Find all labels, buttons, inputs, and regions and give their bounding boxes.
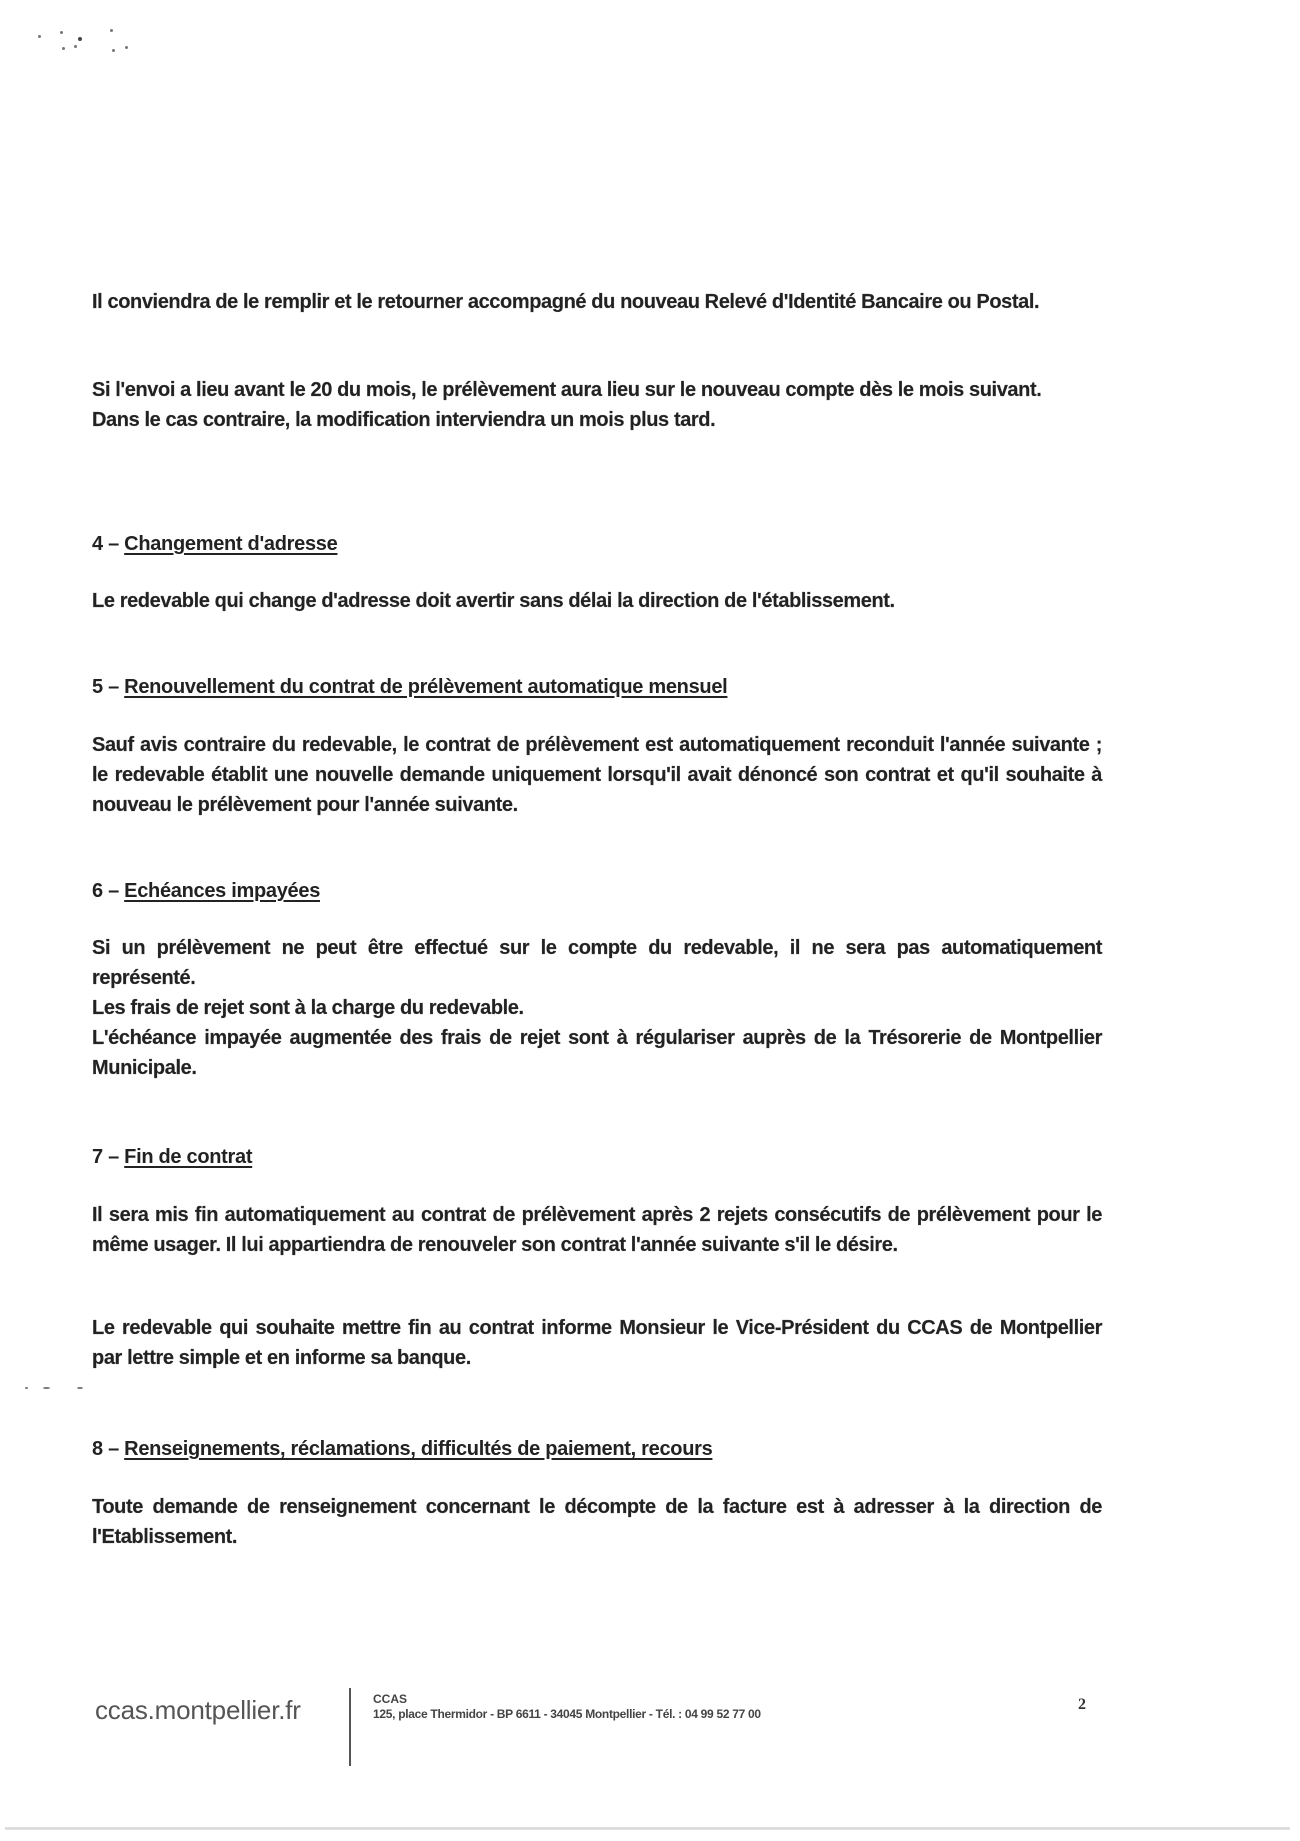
footer-divider xyxy=(349,1688,351,1766)
scan-specks xyxy=(30,25,140,60)
section-title: Renouvellement du contrat de prélèvement automatique mensuel xyxy=(124,676,728,698)
section-8-body xyxy=(92,1492,1102,1552)
scan-specks-margin xyxy=(25,1385,95,1391)
footer-address: 125, place Thermidor - BP 6611 - 34045 Montpellier - Tél. : 04 99 52 77 00 xyxy=(373,1707,761,1721)
paragraph: Le redevable qui change d'adresse doit avertir sans délai la direction de l'établissement. xyxy=(92,590,895,612)
section-6-body xyxy=(92,933,1102,1083)
page-number: 2 xyxy=(1078,1696,1086,1713)
intro-text-3: Dans le cas contraire, la modification interviendra un mois plus tard. xyxy=(92,409,716,431)
section-number: 4 – xyxy=(92,533,119,555)
section-7-body xyxy=(92,1200,1102,1260)
section-4-body xyxy=(92,586,1102,616)
intro-paragraph-2 xyxy=(92,375,1102,435)
section-6-heading xyxy=(92,876,320,906)
paragraph: Toute demande de renseignement concernant le décompte de la facture est à adresser à la direction de l'Etablissement. xyxy=(92,1496,1102,1548)
section-5-heading xyxy=(92,672,727,702)
section-title: Fin de contrat xyxy=(124,1146,253,1168)
intro-text-1: Il conviendra de le remplir et le retourner accompagné du nouveau Relevé d'Identité Bancaire ou Postal. xyxy=(92,291,1040,313)
section-title: Changement d'adresse xyxy=(124,533,338,555)
scan-edge-line xyxy=(5,1827,1290,1830)
paragraph: Il sera mis fin automatiquement au contrat de prélèvement après 2 rejets consécutifs de prélèvement pour le même usager. Il lui appartiendra de renouveler son contrat l'année suivante s'il le désire. xyxy=(92,1204,1102,1256)
paragraph: Le redevable qui souhaite mettre fin au contrat informe Monsieur le Vice-Président du CCAS de Montpellier par lettre simple et en informe sa banque. xyxy=(92,1317,1102,1369)
section-4-heading xyxy=(92,529,337,559)
section-number: 5 – xyxy=(92,676,119,698)
paragraph: L'échéance impayée augmentée des frais de rejet sont à régulariser auprès de la Trésorerie de Montpellier Municipale. xyxy=(92,1027,1102,1079)
paragraph: Les frais de rejet sont à la charge du redevable. xyxy=(92,997,524,1019)
footer-organization: CCAS xyxy=(373,1692,408,1706)
section-title: Echéances impayées xyxy=(124,880,321,902)
paragraph: Sauf avis contraire du redevable, le contrat de prélèvement est automatiquement reconduit l'année suivante ; le redevable établit une nouvelle demande uniquement lorsqu'il avait dénoncé son contrat et qu'il souhaite à nouveau le prélèvement pour l'année suivante. xyxy=(92,734,1102,816)
footer-website: ccas.montpellier.fr xyxy=(95,1695,301,1725)
section-7-body-2 xyxy=(92,1313,1102,1373)
section-8-heading xyxy=(92,1434,712,1464)
section-number: 8 – xyxy=(92,1438,119,1460)
section-7-heading xyxy=(92,1142,252,1172)
section-5-body xyxy=(92,730,1102,820)
intro-text-2: Si l'envoi a lieu avant le 20 du mois, le prélèvement aura lieu sur le nouveau compte dès le mois suivant. xyxy=(92,379,1042,401)
paragraph: Si un prélèvement ne peut être effectué sur le compte du redevable, il ne sera pas automatiquement représenté. xyxy=(92,937,1102,989)
section-title: Renseignements, réclamations, difficultés de paiement, recours xyxy=(124,1438,713,1460)
section-number: 6 – xyxy=(92,880,119,902)
intro-paragraph-1 xyxy=(92,287,1102,317)
section-number: 7 – xyxy=(92,1146,119,1168)
